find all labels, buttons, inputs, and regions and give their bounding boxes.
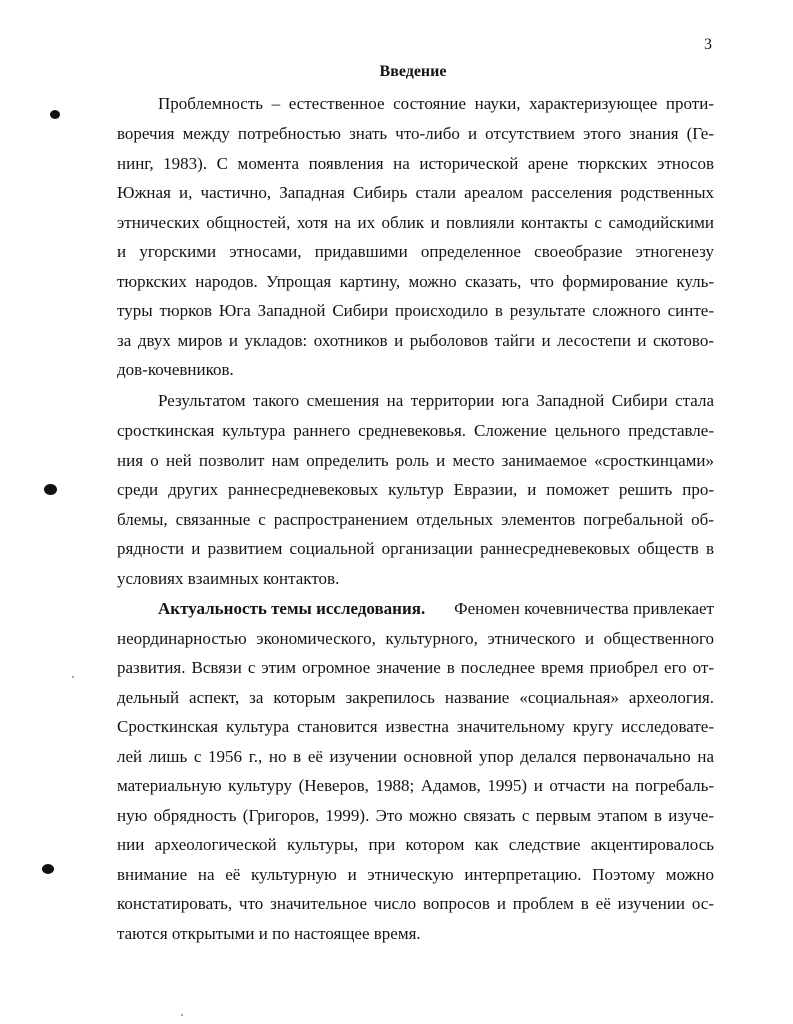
text-line: рядности и развитием социальной организации раннесредневековых обществ в	[117, 539, 714, 558]
text-line: нии археологической культуры, при котором как следствие акцентировалось	[117, 835, 714, 854]
text-line: дельный аспект, за которым закрепилось название «социальная» археология.	[117, 688, 714, 707]
text-line: блемы, связанные с распространением отдельных элементов погребальной об-	[117, 510, 714, 529]
text-line: лей лишь с 1956 г., но в её изучении основной упор делался первоначально на	[117, 747, 714, 766]
text-line: Результатом такого смешения на территории юга Западной Сибири стала	[158, 391, 714, 410]
text-line: туры тюрков Юга Западной Сибири происходило в результате сложного синте-	[117, 301, 714, 320]
text-line: развития. Всвязи с этим огромное значение в последнее время приобрел его от-	[117, 658, 714, 677]
text-line: этнических общностей, хотя на их облик и повлияли контакты с самодийскими	[117, 213, 714, 232]
section-heading: Актуальность темы исследования.	[158, 599, 426, 618]
page-number: 3	[704, 36, 712, 53]
text-line: Сросткинская культура становится известна значительному кругу исследовате-	[117, 717, 714, 736]
text-line: неординарностью экономического, культурного, этнического и общественного	[117, 629, 714, 648]
text-line: сросткинская культура раннего средневековья. Сложение цельного представле-	[117, 421, 714, 440]
text-line: Феномен кочевничества привлекает	[454, 599, 714, 618]
section-title: Введение	[379, 63, 447, 80]
text-line: и угорскими этносами, придавшими определенное своеобразие этногенезу	[117, 242, 714, 261]
text-line: ния о ней позволит нам определить роль и место занимаемое «сросткинцами»	[117, 451, 714, 470]
scan-speck	[50, 110, 60, 119]
text-line: дов-кочевников.	[117, 360, 234, 379]
scan-speck	[44, 484, 57, 495]
text-line: условиях взаимных контактов.	[117, 569, 340, 588]
text-line: констатировать, что значительное число вопросов и проблем в её изучении ос-	[117, 894, 714, 913]
text-line: Проблемность – естественное состояние науки, характеризующее проти-	[158, 94, 714, 113]
text-line: таются открытыми и по настоящее время.	[117, 924, 421, 943]
text-line: Южная и, частично, Западная Сибирь стали ареалом расселения родственных	[117, 183, 714, 202]
text-line: за двух миров и укладов: охотников и рыболовов тайги и лесостепи и скотово-	[117, 331, 714, 350]
text-line: среди других раннесредневековых культур Евразии, и поможет решить про-	[117, 480, 714, 499]
text-line-with-heading	[158, 599, 714, 619]
scan-speck	[42, 864, 54, 874]
scan-dot	[72, 676, 74, 678]
text-line: внимание на её культурную и этническую интерпретацию. Поэтому можно	[117, 865, 714, 884]
scan-dot	[181, 1014, 183, 1016]
text-line: ную обрядность (Григоров, 1999). Это можно связать с первым этапом в изуче-	[117, 806, 714, 825]
text-line: воречия между потребностью знать что-либо и отсутствием этого знания (Ге-	[117, 124, 714, 143]
text-line: тюркских народов. Упрощая картину, можно сказать, что формирование куль-	[117, 272, 714, 291]
text-line: нинг, 1983). С момента появления на исторической арене тюркских этносов	[117, 154, 714, 173]
text-line: материальную культуру (Неверов, 1988; Адамов, 1995) и отчасти на погребаль-	[117, 776, 714, 795]
